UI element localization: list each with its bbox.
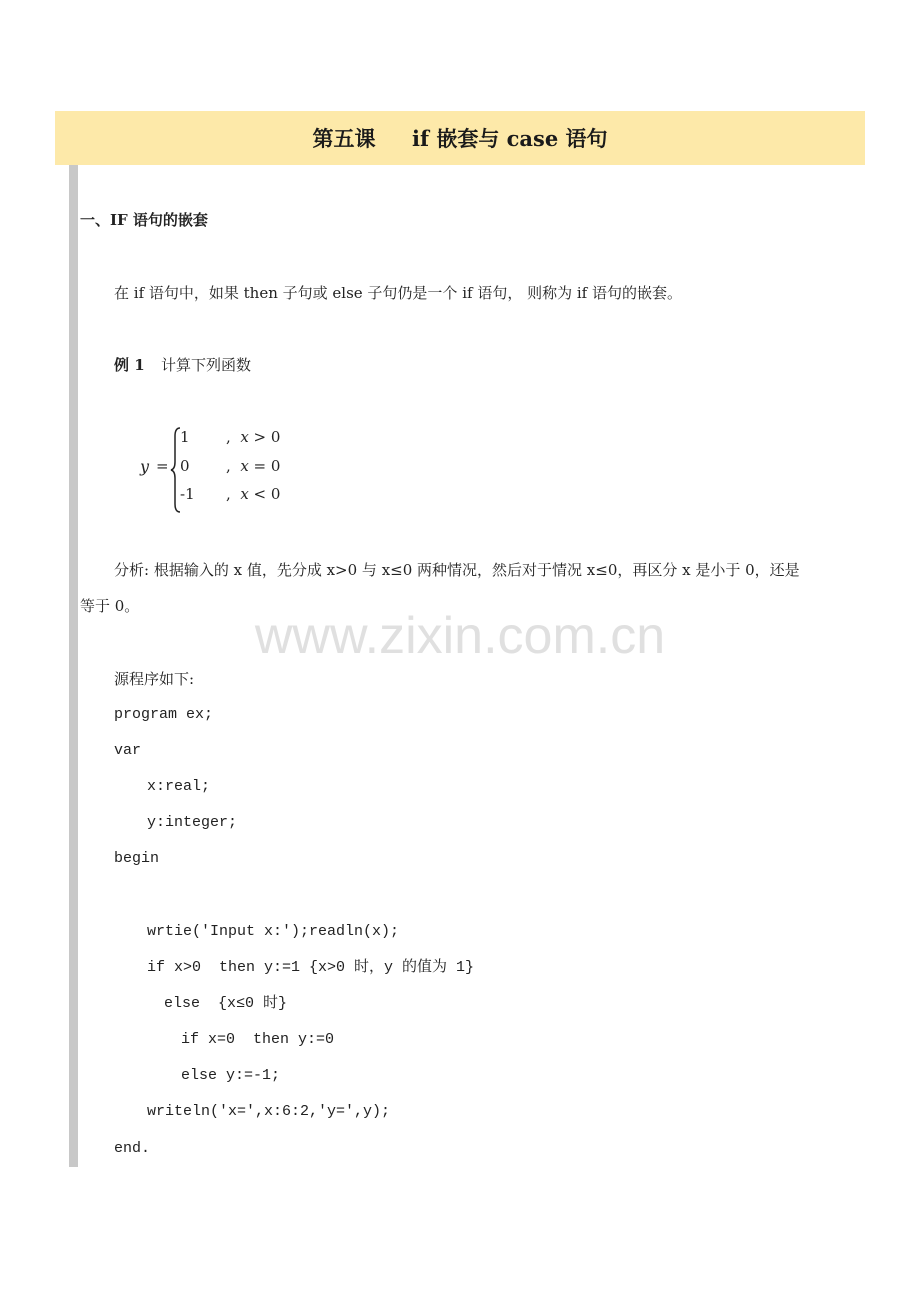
case-value-1: 1 xyxy=(180,428,190,446)
case-value-2: 0 xyxy=(180,457,190,475)
intro-paragraph: 在 if 语句中，如果 then 子句或 else 子句仍是一个 if 语句， 则称为 if 语句的嵌套。 xyxy=(114,284,682,302)
case-value-3: -1 xyxy=(180,485,195,503)
piecewise-formula xyxy=(138,424,308,514)
code-line: begin xyxy=(114,850,160,867)
title-banner xyxy=(55,111,865,165)
example-label: 例 1 xyxy=(114,356,145,374)
watermark: www.zixin.com.cn xyxy=(254,607,666,665)
code-line: y:integer; xyxy=(147,814,238,831)
page-title: 第五课 if 嵌套与 case 语句 xyxy=(312,126,608,151)
case-condition-3: , x < 0 xyxy=(226,485,281,503)
code-line: wrtie('Input x:');readln(x); xyxy=(147,923,400,940)
left-margin-rule xyxy=(69,165,78,1167)
case-condition-2: , x = 0 xyxy=(226,457,281,475)
analysis-line-2: 等于 0。 xyxy=(80,597,140,615)
section-heading: 一、IF 语句的嵌套 xyxy=(80,211,208,229)
example-description: 计算下列函数 xyxy=(161,356,252,374)
code-line: end. xyxy=(114,1140,151,1157)
case-condition-1: , x > 0 xyxy=(226,428,281,446)
code-line: var xyxy=(114,742,142,759)
code-line: x:real; xyxy=(147,778,211,795)
source-label: 源程序如下: xyxy=(114,670,195,688)
code-line: else y:=-1; xyxy=(181,1067,281,1084)
code-line: program ex; xyxy=(114,706,214,723)
code-line: if x>0 then y:=1 {x>0 时，y 的值为 1} xyxy=(147,959,475,976)
code-line: writeln('x=',x:6:2,'y=',y); xyxy=(147,1103,391,1120)
code-line: if x=0 then y:=0 xyxy=(181,1031,335,1048)
analysis-line-1: 分析: 根据输入的 x 值，先分成 x>0 与 x≤0 两种情况，然后对于情况 x≤0，再区分 x 是小于 0，还是 xyxy=(114,561,800,579)
code-line: else {x≤0 时} xyxy=(164,995,288,1012)
formula-equals: = xyxy=(156,457,169,475)
formula-lhs: y xyxy=(140,457,150,476)
